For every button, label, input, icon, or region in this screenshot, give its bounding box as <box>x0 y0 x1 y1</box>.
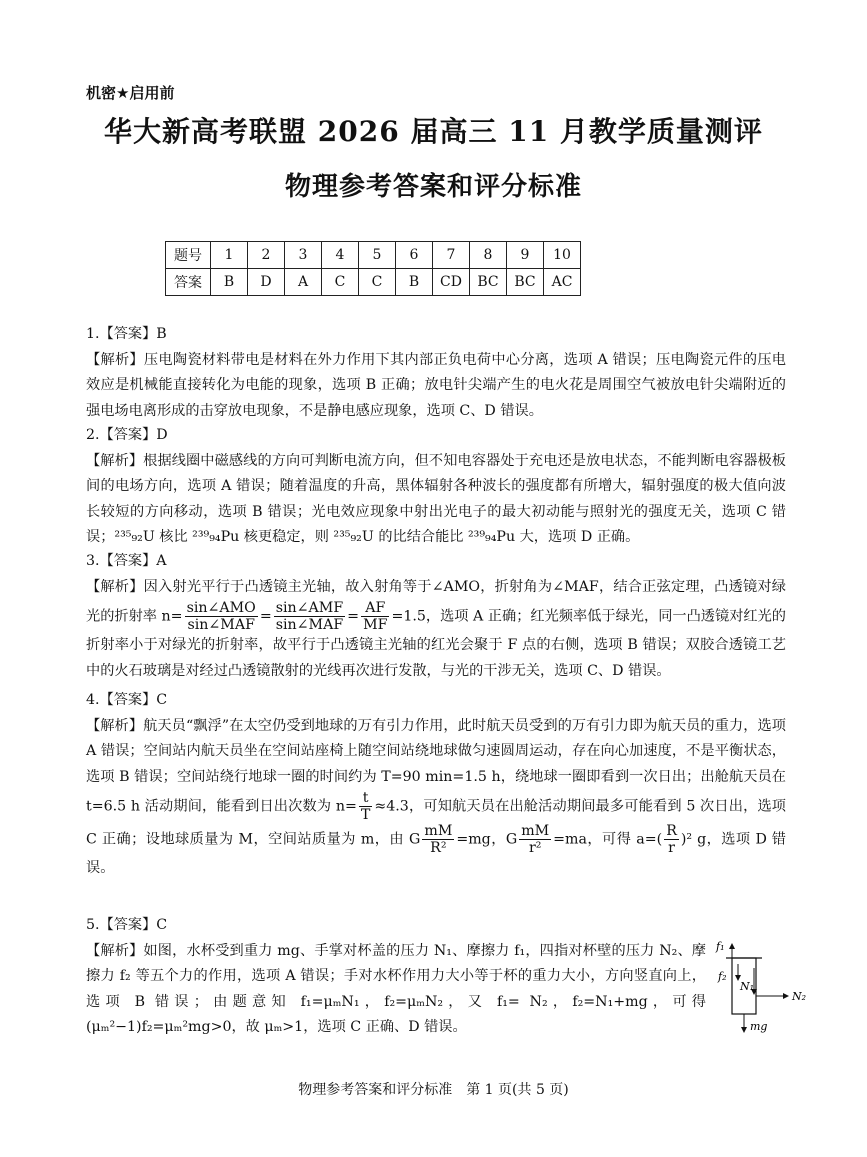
table-cell: B <box>396 269 433 296</box>
n2-label: N₂ <box>792 990 807 1003</box>
fraction <box>519 823 551 856</box>
table-cell: BC <box>507 269 544 296</box>
answer-heading: 2.【答案】D <box>86 427 168 443</box>
numerator: mM <box>521 823 550 839</box>
table-cell: C <box>322 269 359 296</box>
denominator: MF <box>363 617 388 633</box>
denominator: sin∠MAF <box>187 617 255 633</box>
fraction <box>274 600 345 633</box>
question-5 <box>86 913 706 1041</box>
numerator: sin∠AMO <box>186 600 256 616</box>
numerator: mM <box>424 823 453 839</box>
table-cell: AC <box>544 269 581 296</box>
confidential-label: 机密★启用前 <box>86 84 175 102</box>
page-title: 华大新高考联盟 2026 届高三 11 月教学质量测评 <box>104 115 763 148</box>
table-cell: 5 <box>359 242 396 269</box>
analysis-text-part: =ma，可得 a= <box>553 831 657 848</box>
page-subtitle: 物理参考答案和评分标准 <box>284 172 582 202</box>
table-cell: 10 <box>544 242 581 269</box>
analysis-text-part: =mg，G <box>456 831 518 848</box>
numerator: sin∠AMF <box>275 600 344 616</box>
question-4 <box>86 688 786 882</box>
table-cell: 3 <box>285 242 322 269</box>
analysis-text: 【解析】根据线圈中磁感线的方向可判断电流方向，但不知电容器处于充电还是放电状态，不能判断电容器极板间的电场方向，选项 A 错误；随着温度的升高，黑体辐射各种波长的强度都有所增大，辐射强度的极大值向波长较短的方向移动，选项 B 错误；光电效应现象中射出光电子的最大初动能与照射光的强度无关，选项 C 错误；²³⁵₉₂U 核比 ²³⁹₉₄Pu 核更稳定，则 ²³⁵₉₂U 的比结合能比 ²³⁹₉₄Pu 大，选项 D 正确。 <box>86 452 786 545</box>
denominator: sin∠MAF <box>275 617 344 633</box>
analysis-text: 【解析】如图，水杯受到重力 mg、手掌对杯盖的压力 N₁、摩擦力 f₁，四指对杯壁的压力 N₂、摩擦力 f₂ 等五个力的作用，选项 A 错误；手对水杯作用力大小等于杯的重力大小，方向竖直向上，选项 B 错误；由题意知 f₁=μₘN₁，f₂=μₘN₂，又 f₁= N₂，f₂=N₁+mg，可得(μₘ²−1)f₂=μₘ²mg>0，故 μₘ>1，选项 C 正确、D 错误。 <box>86 942 706 1035</box>
mg-arrowhead <box>741 1027 747 1033</box>
question-2 <box>86 423 786 551</box>
analysis-text-part: ≈4.3，可知航天员在出舱活动期间最多可能看到 5 次日出，选项 C 正确；设地球质量为 M，空间站质量为 m，由 G <box>86 798 786 848</box>
table-cell: A <box>285 269 322 296</box>
numerator: R <box>666 823 677 839</box>
table-cell: BC <box>470 269 507 296</box>
answer-heading: 5.【答案】C <box>86 917 168 933</box>
table-cell: CD <box>433 269 470 296</box>
denominator: r² <box>528 840 542 856</box>
analysis-text-part: ² g，选项 D 错误。 <box>86 831 786 876</box>
fraction <box>359 790 372 823</box>
table-cell: B <box>211 269 248 296</box>
f2-label: f₂ <box>718 970 727 983</box>
f1-arrowhead <box>729 943 735 949</box>
analysis-text-part: =1.5，选项 A 正确；红光频率低于绿光，同一凸透镜对红光的折射率小于对绿光的折射率，故平行于凸透镜主光轴的红光会聚于 F 点的右侧，选项 B 错误；双胶合透镜工艺中的火石玻璃是对经过凸透镜散射的光线再次进行发散，与光的干涉无关，选项 C、D 错误。 <box>86 608 786 679</box>
analysis-text: 【解析】航天员“飘浮”在太空仍受到地球的万有引力作用，此时航天员受到的万有引力即为航天员的重力，选项 A 错误；空间站内航天员坐在空间站座椅上随空间站绕地球做匀速圆周运动，存在向心加速度，不是平衡状态，选项 B 错误；空间站绕行地球一圈的时间约为 T=90 min=1.5 h，绕地球一圈即看到一次日出；出舱航天员在 t=6.5 h 活动期间，能看到日出次数为 n= $\frac{t}{T}$ ≈4.3，可知航天员在出舱活动期间最多可能看到 5 次日出，选项 C 正确；设地球质量为 M，空间站质量为 m，由 G $\frac{mM}{\text{R²}}$ =mg，G $\frac{mM}{\text{r²}}$ =ma，可得 a=( $\frac{R}{r}$ )² g，选项 D 错误。 <box>86 717 786 876</box>
analysis-text-part: 【解析】航天员“飘浮”在太空仍受到地球的万有引力作用，此时航天员受到的万有引力即为航天员的重力，选项 A 错误；空间站内航天员坐在空间站座椅上随空间站绕地球做匀速圆周运动，存在向心加速度，不是平衡状态，选项 B 错误；空间站绕行地球一圈的时间约为 T=90 min=1.5 h，绕地球一圈即看到一次日出；出舱航天员在 t=6.5 h 活动期间，能看到日出次数为 n= <box>86 717 786 815</box>
fraction <box>422 823 454 856</box>
table-cell: 4 <box>322 242 359 269</box>
question-3 <box>86 549 786 684</box>
table-cell: 6 <box>396 242 433 269</box>
n2-arrowhead <box>783 993 789 999</box>
table-cell: 9 <box>507 242 544 269</box>
table-cell: 1 <box>211 242 248 269</box>
answer-heading: 4.【答案】C <box>86 692 168 708</box>
question-1 <box>86 322 786 424</box>
table-cell: 7 <box>433 242 470 269</box>
table-header-cell: 答案 <box>166 269 211 296</box>
fraction <box>361 600 389 633</box>
answer-heading: 1.【答案】B <box>86 326 167 342</box>
force-diagram <box>708 938 818 1038</box>
n1-label: N₁ <box>740 980 755 993</box>
table-cell: 2 <box>248 242 285 269</box>
answer-table <box>165 241 581 296</box>
numerator: AF <box>361 600 389 617</box>
table-header-cell: 题号 <box>166 242 211 269</box>
denominator: r <box>668 840 675 856</box>
analysis-text: 【解析】压电陶瓷材料带电是材料在外力作用下其内部正负电荷中心分离，选项 A 错误；压电陶瓷元件的压电效应是机械能直接转化为电能的现象，选项 B 正确；放电针尖端产生的电火花是周围空气被放电针尖端附近的强电场电离形成的击穿放电现象，不是静电感应现象，选项 C、D 错误。 <box>86 351 786 419</box>
analysis-text-part: 【解析】因入射光平行于凸透镜主光轴，故入射角等于∠AMO，折射角为∠MAF，结合正弦定理，凸透镜对绿光的折射率 n= <box>86 578 786 625</box>
analysis-text: 【解析】因入射光平行于凸透镜主光轴，故入射角等于∠AMO，折射角为∠MAF，结合正弦定理，凸透镜对绿光的折射率 n= $\frac{\text{sin∠AMO}}{\text{sin∠MAF}}$ = $\frac{\text{sin∠AMF}}{\text{sin∠MAF}}$ = $\frac{AF}{MF}$ =1.5，选项 A 正确；红光频率低于绿光，同一凸透镜对红光的折射率小于对绿光的折射率，故平行于凸透镜主光轴的红光会聚于 F 点的右侧，选项 B 错误；双胶合透镜工艺中的火石玻璃是对经过凸透镜散射的光线再次进行发散，与光的干涉无关，选项 C、D 错误。 <box>86 578 786 679</box>
fraction <box>185 600 258 633</box>
mg-label: mg <box>750 1020 768 1033</box>
numerator: t <box>359 790 372 807</box>
fraction <box>664 823 679 856</box>
answer-heading: 3.【答案】A <box>86 553 167 569</box>
page-footer: 物理参考答案和评分标准 第 1 页(共 5 页) <box>298 1082 569 1098</box>
table-cell: C <box>359 269 396 296</box>
denominator: R² <box>430 840 447 856</box>
table-row-numbers <box>166 242 581 269</box>
table-cell: D <box>248 269 285 296</box>
table-cell: 8 <box>470 242 507 269</box>
denominator: T <box>360 807 371 823</box>
f1-label: f₁ <box>716 940 725 953</box>
table-row-answers <box>166 269 581 296</box>
